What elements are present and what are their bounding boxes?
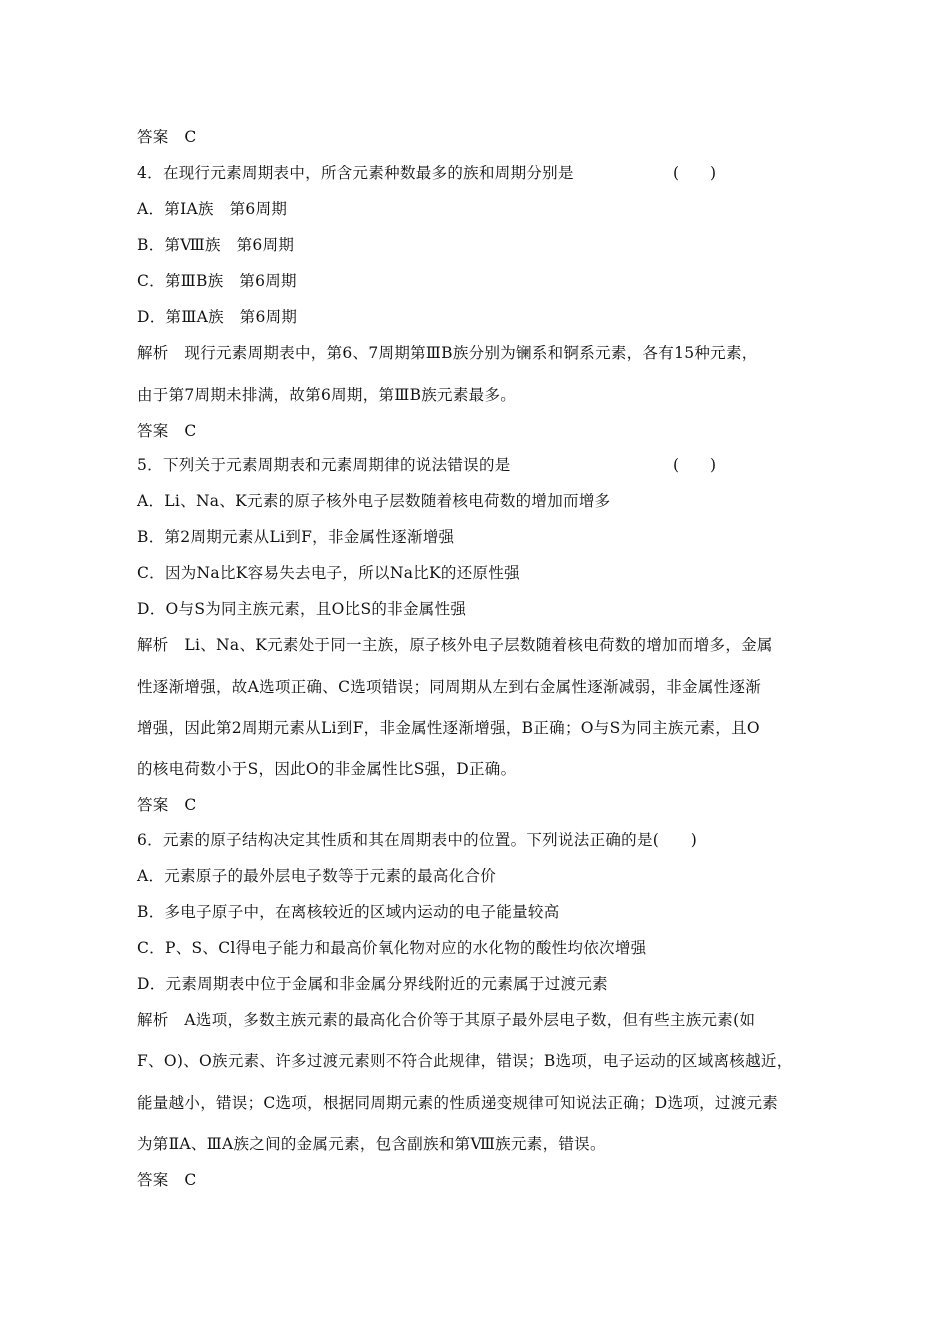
q6-analysis-line-4: 为第ⅡA、ⅢA族之间的金属元素，包含副族和第Ⅷ族元素，错误。 bbox=[137, 1135, 606, 1153]
q5-option-d: D．O与S为同主族元素，且O比S的非金属性强 bbox=[137, 600, 467, 618]
q5-answer-blank: ( ) bbox=[673, 456, 717, 474]
q6-analysis-line-3: 能量越小，错误；C选项，根据同周期元素的性质递变规律可知说法正确；D选项，过渡元素 bbox=[137, 1094, 779, 1112]
q4-option-a: A．第ⅠA族 第6周期 bbox=[137, 200, 288, 218]
q5-option-c: C．因为Na比K容易失去电子，所以Na比K的还原性强 bbox=[137, 564, 520, 582]
q4-answer-blank: ( ) bbox=[673, 164, 717, 182]
q6-option-d: D．元素周期表中位于金属和非金属分界线附近的元素属于过渡元素 bbox=[137, 975, 608, 993]
q5-answer: 答案 C bbox=[137, 796, 197, 814]
q4-option-b: B．第Ⅷ族 第6周期 bbox=[137, 236, 295, 254]
q6-option-a: A．元素原子的最外层电子数等于元素的最高化合价 bbox=[137, 867, 497, 885]
q5-option-a: A．Li、Na、K元素的原子核外电子层数随着核电荷数的增加而增多 bbox=[137, 492, 611, 510]
q4-option-d: D．第ⅢA族 第6周期 bbox=[137, 308, 298, 326]
q6-option-c: C．P、S、Cl得电子能力和最高价氧化物对应的水化物的酸性均依次增强 bbox=[137, 939, 647, 957]
q4-analysis-line-1: 解析 现行元素周期表中，第6、7周期第ⅢB族分别为镧系和锕系元素，各有15种元素， bbox=[137, 344, 758, 362]
q6-option-b: B．多电子原子中，在离核较近的区域内运动的电子能量较高 bbox=[137, 903, 560, 921]
q5-analysis-line-3: 增强，因此第2周期元素从Li到F，非金属性逐渐增强，B正确；O与S为同主族元素，且O bbox=[137, 719, 760, 737]
q5-analysis-line-4: 的核电荷数小于S，因此O的非金属性比S强，D正确。 bbox=[137, 760, 517, 778]
q4-stem: 4．在现行元素周期表中，所含元素种数最多的族和周期分别是 bbox=[137, 164, 574, 182]
q5-option-b: B．第2周期元素从Li到F，非金属性逐渐增强 bbox=[137, 528, 455, 546]
q5-analysis-line-1: 解析 Li、Na、K元素处于同一主族，原子核外电子层数随着核电荷数的增加而增多，金属 bbox=[137, 636, 773, 654]
q5-stem: 5．下列关于元素周期表和元素周期律的说法错误的是 bbox=[137, 456, 511, 474]
q4-analysis-line-2: 由于第7周期未排满，故第6周期，第ⅢB族元素最多。 bbox=[137, 386, 517, 404]
q5-analysis-line-2: 性逐渐增强，故A选项正确、C选项错误；同周期从左到右金属性逐渐减弱，非金属性逐渐 bbox=[137, 678, 762, 696]
q4-option-c: C．第ⅢB族 第6周期 bbox=[137, 272, 297, 290]
q6-answer: 答案 C bbox=[137, 1171, 197, 1189]
q6-analysis-line-2: F、O)、O族元素、许多过渡元素则不符合此规律，错误；B选项，电子运动的区域离核越近， bbox=[137, 1052, 793, 1070]
q3-answer: 答案 C bbox=[137, 128, 197, 146]
q4-answer: 答案 C bbox=[137, 422, 197, 440]
q6-analysis-line-1: 解析 A选项，多数主族元素的最高化合价等于其原子最外层电子数，但有些主族元素(如 bbox=[137, 1011, 756, 1029]
q6-stem: 6．元素的原子结构决定其性质和其在周期表中的位置。下列说法正确的是( ) bbox=[137, 831, 698, 849]
